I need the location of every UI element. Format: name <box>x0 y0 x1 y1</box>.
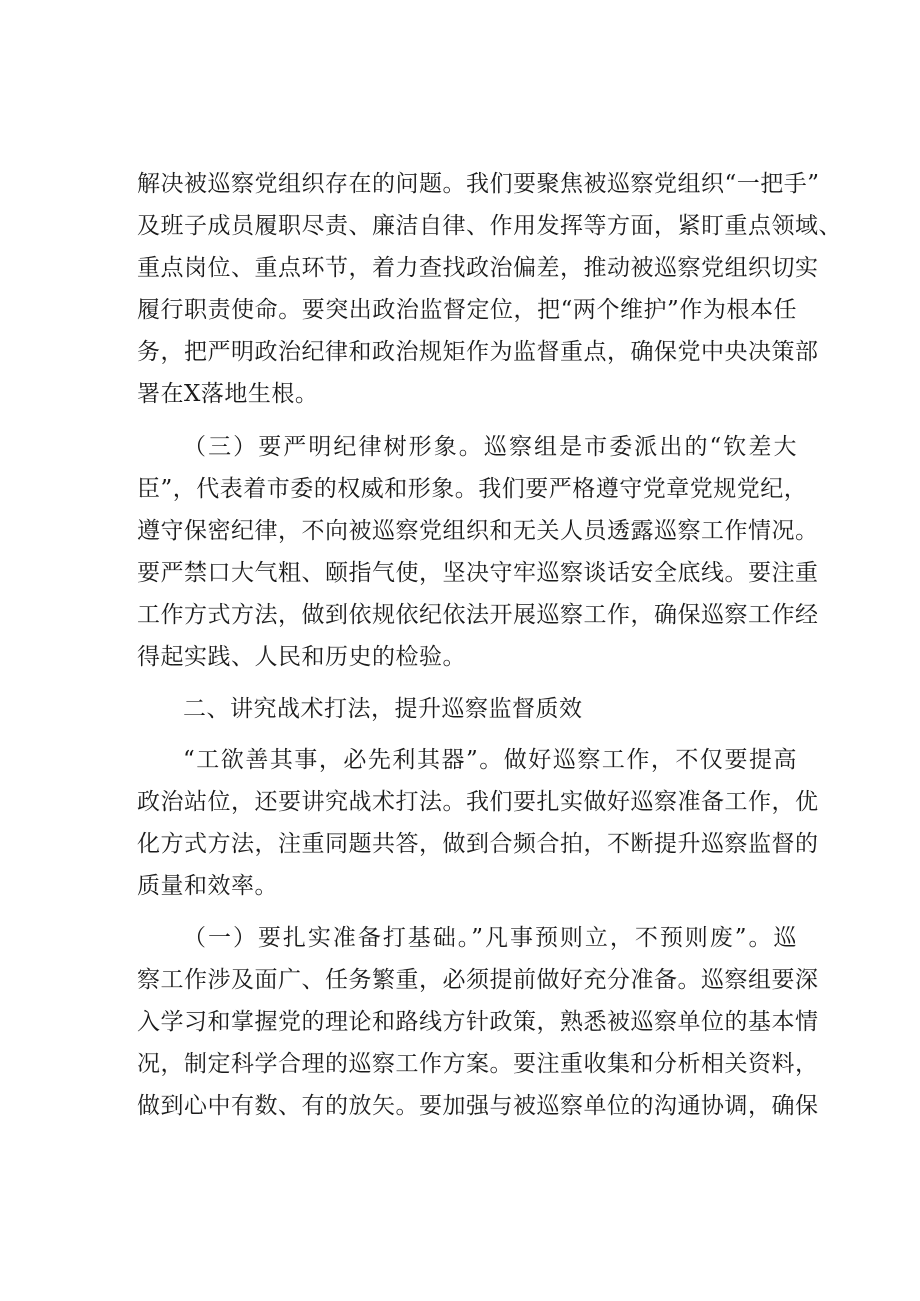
paragraph-line: 务，把严明政治纪律和政治规矩作为监督重点，确保党中央决策部 <box>137 339 819 365</box>
paragraph-line: 做到心中有数、有的放矢。要加强与被巡察单位的沟通协调，确保 <box>137 1093 819 1119</box>
section-heading: 二、讲究战术打法，提升巡察监督质效 <box>183 696 583 722</box>
paragraph-line: 及班子成员履职尽责、廉洁自律、作用发挥等方面，紧盯重点领域、 <box>137 213 842 239</box>
paragraph-line: 臣”，代表着市委的权威和形象。我们要严格遵守党章党规党纪， <box>137 476 808 502</box>
paragraph-line: 得起实践、人民和历史的检验。 <box>137 644 466 670</box>
paragraph-line: 履行职责使命。要突出政治监督定位，把“两个维护”作为根本任 <box>137 297 797 323</box>
paragraph-line: 政治站位，还要讲究战术打法。我们要扎实做好巡察准备工作，优 <box>137 789 819 815</box>
paragraph-line: 解决被巡察党组织存在的问题。我们要聚焦被巡察党组织“一把手” <box>137 171 820 197</box>
paragraph-line: 要严禁口大气粗、颐指气使，坚决守牢巡察谈话安全底线。要注重 <box>137 560 819 586</box>
paragraph-line: 工作方式方法，做到依规依纪依法开展巡察工作，确保巡察工作经 <box>137 602 819 628</box>
paragraph-line: “工欲善其事，必先利其器”。做好巡察工作，不仅要提高 <box>183 747 797 773</box>
paragraph-line: 况，制定科学合理的巡察工作方案。要注重收集和分析相关资料， <box>137 1051 819 1077</box>
paragraph-line: 入学习和掌握党的理论和路线方针政策，熟悉被巡察单位的基本情 <box>137 1009 819 1035</box>
paragraph-line: 化方式方法，注重同题共答，做到合频合拍，不断提升巡察监督的 <box>137 831 819 857</box>
paragraph-line: 察工作涉及面广、任务繁重，必须提前做好充分准备。巡察组要深 <box>137 967 819 993</box>
paragraph-line: 遵守保密纪律，不向被巡察党组织和无关人员透露巡察工作情况。 <box>137 518 819 544</box>
paragraph-line: 重点岗位、重点环节，着力查找政治偏差，推动被巡察党组织切实 <box>137 255 819 281</box>
paragraph-line: （一）要扎实准备打基础。”凡事预则立，不预则废”。巡 <box>183 925 797 951</box>
paragraph-line: 质量和效率。 <box>137 873 278 899</box>
paragraph-line: （三）要严明纪律树形象。巡察组是市委派出的“钦差大 <box>183 434 797 460</box>
paragraph-line: 署在X落地生根。 <box>137 381 319 407</box>
